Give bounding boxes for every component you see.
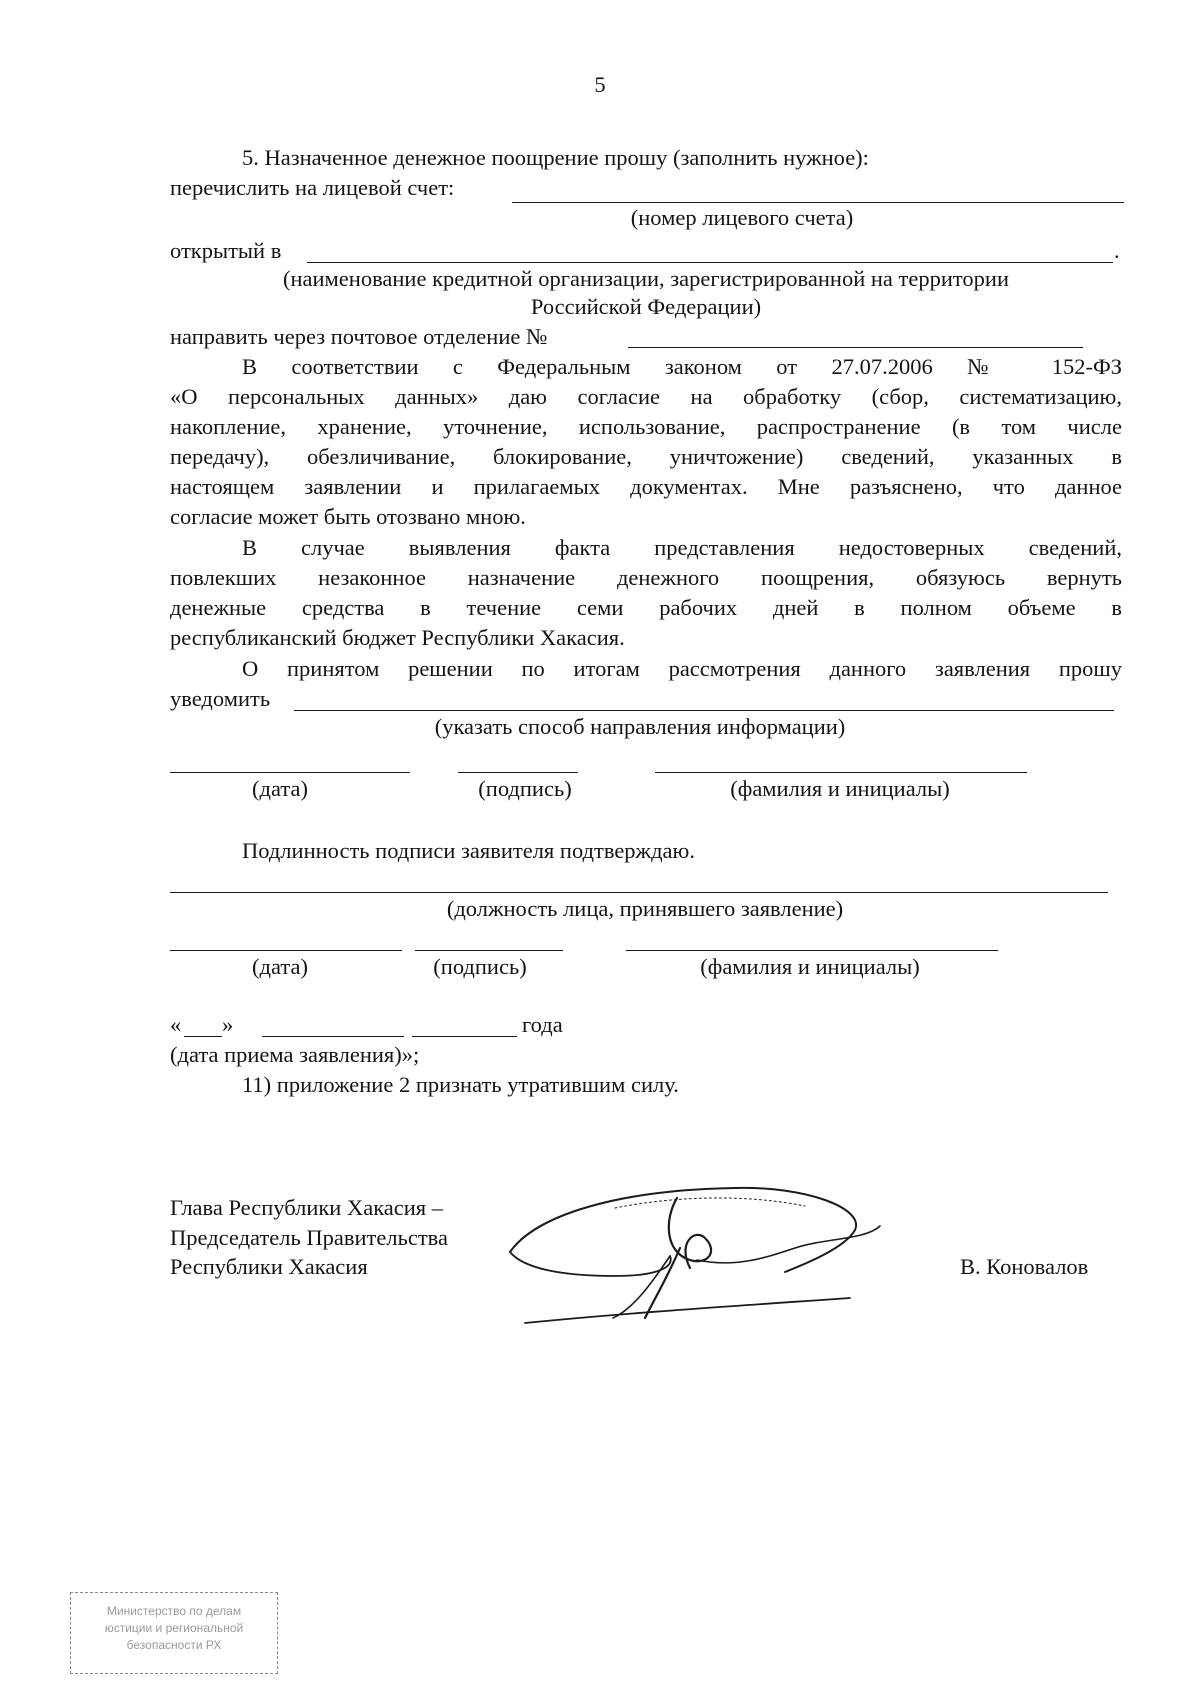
authenticity-text: Подлинность подписи заявителя подтверждаю.: [242, 838, 695, 863]
signatory-title-line: Председатель Правительства: [170, 1225, 448, 1250]
date-hint: (дата): [252, 954, 308, 979]
receipt-year-line: [412, 1036, 517, 1037]
stamp-line: безопасности РХ: [126, 1638, 222, 1652]
signature-hint: (подпись): [433, 954, 527, 979]
name-hint: (фамилия и инициалы): [700, 954, 920, 979]
name-hint: (фамилия и инициалы): [730, 776, 950, 801]
consent-line-last: согласие может быть отозвано мною.: [170, 504, 526, 529]
date-hint: (дата): [252, 776, 308, 801]
consent-line: настоящем заявлении и прилагаемых документах. Мне разъяснено, что данное: [170, 474, 1122, 499]
refund-line: денежные средства в течение семи рабочих дней в полном объеме в: [170, 595, 1122, 620]
notify-line: О принятом решении по итогам рассмотрения данного заявления прошу: [242, 656, 1122, 681]
date-field-line: [170, 950, 402, 951]
signature-field-line: [415, 950, 563, 951]
refund-line-last: республиканский бюджет Республики Хакасия.: [170, 625, 625, 650]
stamp-line: Министерство по делам: [106, 1604, 242, 1618]
transfer-label: перечислить на лицевой счет:: [170, 175, 455, 200]
receipt-quote-open: «: [170, 1012, 182, 1037]
refund-line: В случае выявления факта представления недостоверных сведений,: [242, 535, 1122, 560]
notify-label: уведомить: [170, 686, 271, 711]
item11-text: 11) приложение 2 признать утратившим силу.: [242, 1072, 679, 1097]
signature-field-line: [458, 772, 578, 773]
bank-hint-line2: Российской Федерации): [530, 294, 762, 319]
signatory-title-line: Глава Республики Хакасия –: [170, 1195, 444, 1220]
notify-method-field-line: [294, 710, 1114, 711]
receipt-quote-close: »: [222, 1012, 234, 1037]
item5-heading: 5. Назначенное денежное поощрение прошу (заполнить нужное):: [242, 145, 869, 170]
post-office-field-line: [628, 347, 1083, 348]
date-field-line: [170, 772, 410, 773]
bank-hint-line1: (наименование кредитной организации, зарегистрированной на территории: [283, 266, 1009, 291]
account-number-hint: (номер лицевого счета): [630, 205, 854, 230]
receipt-hint: (дата приема заявления)»;: [170, 1042, 420, 1067]
consent-line: передачу), обезличивание, блокирование, уничтожение) сведений, указанных в: [170, 444, 1122, 469]
page-number: 5: [594, 72, 606, 97]
opened-in-label: открытый в: [170, 238, 282, 263]
consent-line: накопление, хранение, уточнение, использование, распространение (в том числе: [170, 414, 1122, 439]
refund-line: повлекших незаконное назначение денежного поощрения, обязуюсь вернуть: [170, 565, 1122, 590]
registration-stamp: [70, 1592, 278, 1674]
bank-name-field-line: [307, 262, 1113, 263]
receipt-month-line: [262, 1036, 404, 1037]
signatory-title-line: Республики Хакасия: [170, 1254, 368, 1279]
receipt-year-word: года: [522, 1012, 563, 1037]
signatory-name: В. Коновалов: [960, 1254, 1089, 1279]
position-field-line: [170, 892, 1108, 893]
position-hint: (должность лица, принявшего заявление): [446, 896, 844, 921]
handwritten-signature: [505, 1168, 890, 1328]
consent-line: «О персональных данных» даю согласие на обработку (сбор, систематизацию,: [170, 384, 1122, 409]
name-field-line: [626, 950, 998, 951]
stamp-line: юстиции и региональной: [104, 1621, 244, 1635]
name-field-line: [655, 772, 1027, 773]
receipt-day-line: [184, 1036, 222, 1037]
notify-method-hint: (указать способ направления информации): [434, 714, 846, 739]
opened-in-end: .: [1114, 238, 1120, 263]
signature-hint: (подпись): [478, 776, 572, 801]
post-office-label: направить через почтовое отделение №: [170, 324, 548, 349]
consent-line: В соответствии с Федеральным законом от 27.07.2006 № 152-ФЗ: [242, 354, 1122, 379]
